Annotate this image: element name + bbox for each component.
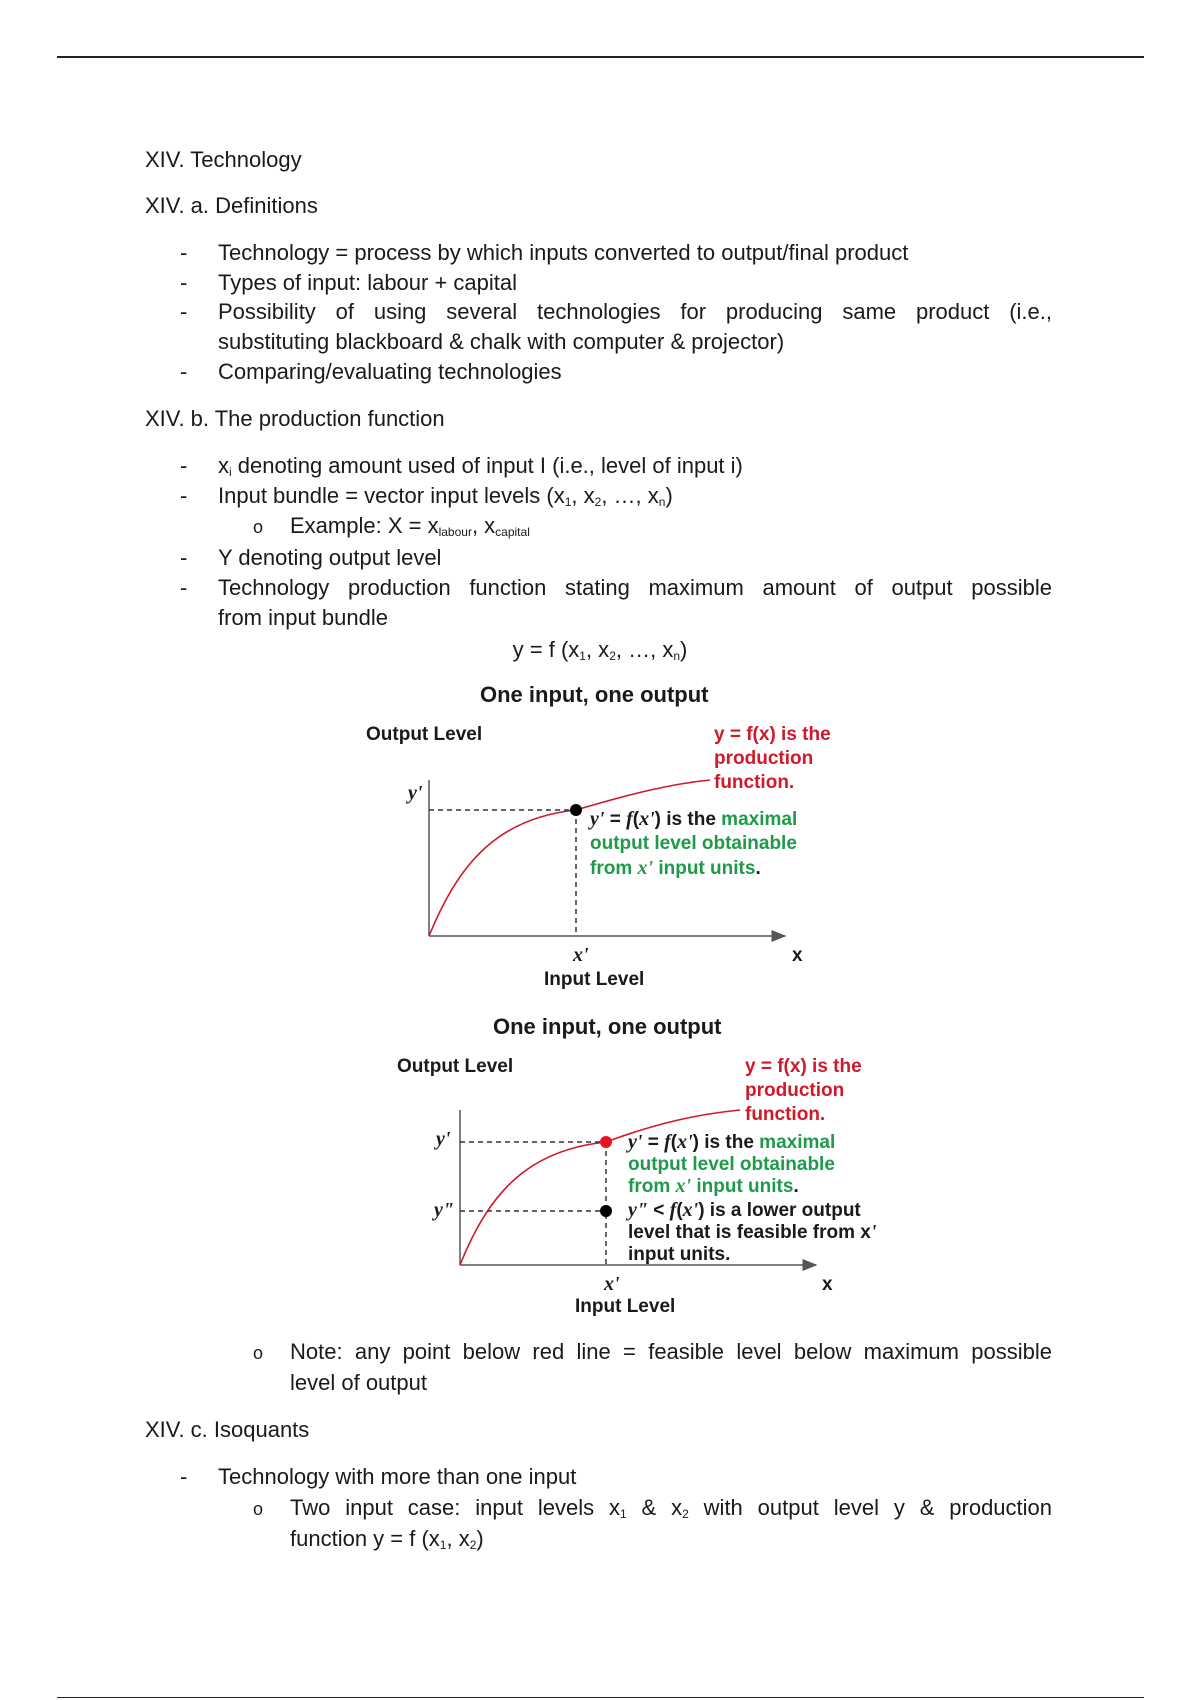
bullet-dash: - [180,1464,188,1489]
y-prime-label: y' [436,1128,451,1150]
note-text-continued: level of output [290,1370,427,1395]
production-item: Input bundle = vector input levels ($x_1$, $x_2$, …, $x_n$) [218,483,673,509]
x-prime-label: x' [604,1273,620,1295]
chart-one-input-output-feasible [397,1056,877,1317]
definition-item: Technology = process by which inputs converted to output/final product [218,240,909,265]
feasible-annotation: y" < f(x') is a lower output [628,1199,861,1221]
isoquant-item: Technology with more than one input [218,1464,577,1489]
bullet-dash: - [180,575,188,600]
maximal-annotation: output level obtainable [590,833,797,854]
bullet-dash: - [180,359,188,384]
y-prime-label: y' [408,782,423,804]
x-label: x [822,1274,833,1295]
x-label: x [792,945,803,966]
production-item: Y denoting output level [218,545,442,570]
note-text: Note: any point below red line = feasible level below maximum possible [290,1339,1052,1364]
curve-label: y = f(x) is the [714,724,831,745]
maximal-annotation: from x' input units. [590,857,761,879]
bullet-dash: - [180,299,188,324]
x-axis-label: Input Level [544,969,645,990]
definition-item: Comparing/evaluating technologies [218,359,562,384]
production-example: Example: $X = x_{labour}$, $x_{capital}$ [290,513,530,539]
bottom-rule [57,1697,1144,1698]
maximal-annotation: y' = f(x') is the maximal [590,808,798,830]
curve-label: production [745,1080,845,1101]
isoquant-subitem-continued: function y = f ($x_1$, $x_2$) [290,1526,484,1552]
maximal-annotation: output level obtainable [628,1154,835,1175]
heading-isoquants: XIV. c. Isoquants [145,1417,310,1442]
maximal-output-point [570,804,582,816]
isoquant-subitem: Two input case: input levels $x_1$ & $x_2$ with output level y & production [290,1495,1053,1521]
bullet-dash: - [180,270,188,295]
bullet-dash: - [180,483,188,508]
bullet-dash: - [180,240,188,265]
heading-production-function: XIV. b. The production function [145,406,445,431]
maximal-output-point [600,1136,612,1148]
production-item: $x_i$ denoting amount used of input I (i.e., level of input i) [218,453,743,479]
y-axis-label: Output Level [397,1056,514,1077]
feasible-annotation: level that is feasible from x' [628,1221,877,1243]
bullet-circle: o [253,1343,264,1363]
chart-title: One input, one output [480,682,709,707]
maximal-annotation: from x' input units. [628,1175,799,1197]
production-equation: y = f ($x_1$, $x_2$, …, $x_n$) [512,637,688,663]
bullet-circle: o [253,1499,264,1519]
production-item: Technology production function stating maximum amount of output possible [218,575,1052,600]
curve-label: function. [745,1104,826,1125]
bullet-dash: - [180,453,188,478]
chart-one-input-output [366,724,831,990]
x-prime-label: x' [573,944,589,966]
feasible-annotation: input units. [628,1244,731,1265]
definition-item-continued: substituting blackboard & chalk with computer & projector) [218,329,785,354]
curve-label: production [714,748,814,769]
curve-label: function. [714,772,795,793]
definition-item: Types of input: labour + capital [218,270,518,295]
chart-title: One input, one output [493,1014,722,1039]
definition-item: Possibility of using several technologies for producing same product (i.e., [218,299,1052,324]
production-item-continued: from input bundle [218,605,388,630]
y-axis-label: Output Level [366,724,483,745]
bullet-dash: - [180,545,188,570]
x-axis-label: Input Level [575,1296,676,1317]
heading-definitions: XIV. a. Definitions [145,193,318,218]
bullet-circle: o [253,517,264,537]
y-dprime-label: y" [434,1199,454,1221]
section-heading: XIV. Technology [145,147,302,172]
curve-label: y = f(x) is the [745,1056,862,1077]
feasible-output-point [600,1205,612,1217]
maximal-annotation: y' = f(x') is the maximal [628,1131,836,1153]
